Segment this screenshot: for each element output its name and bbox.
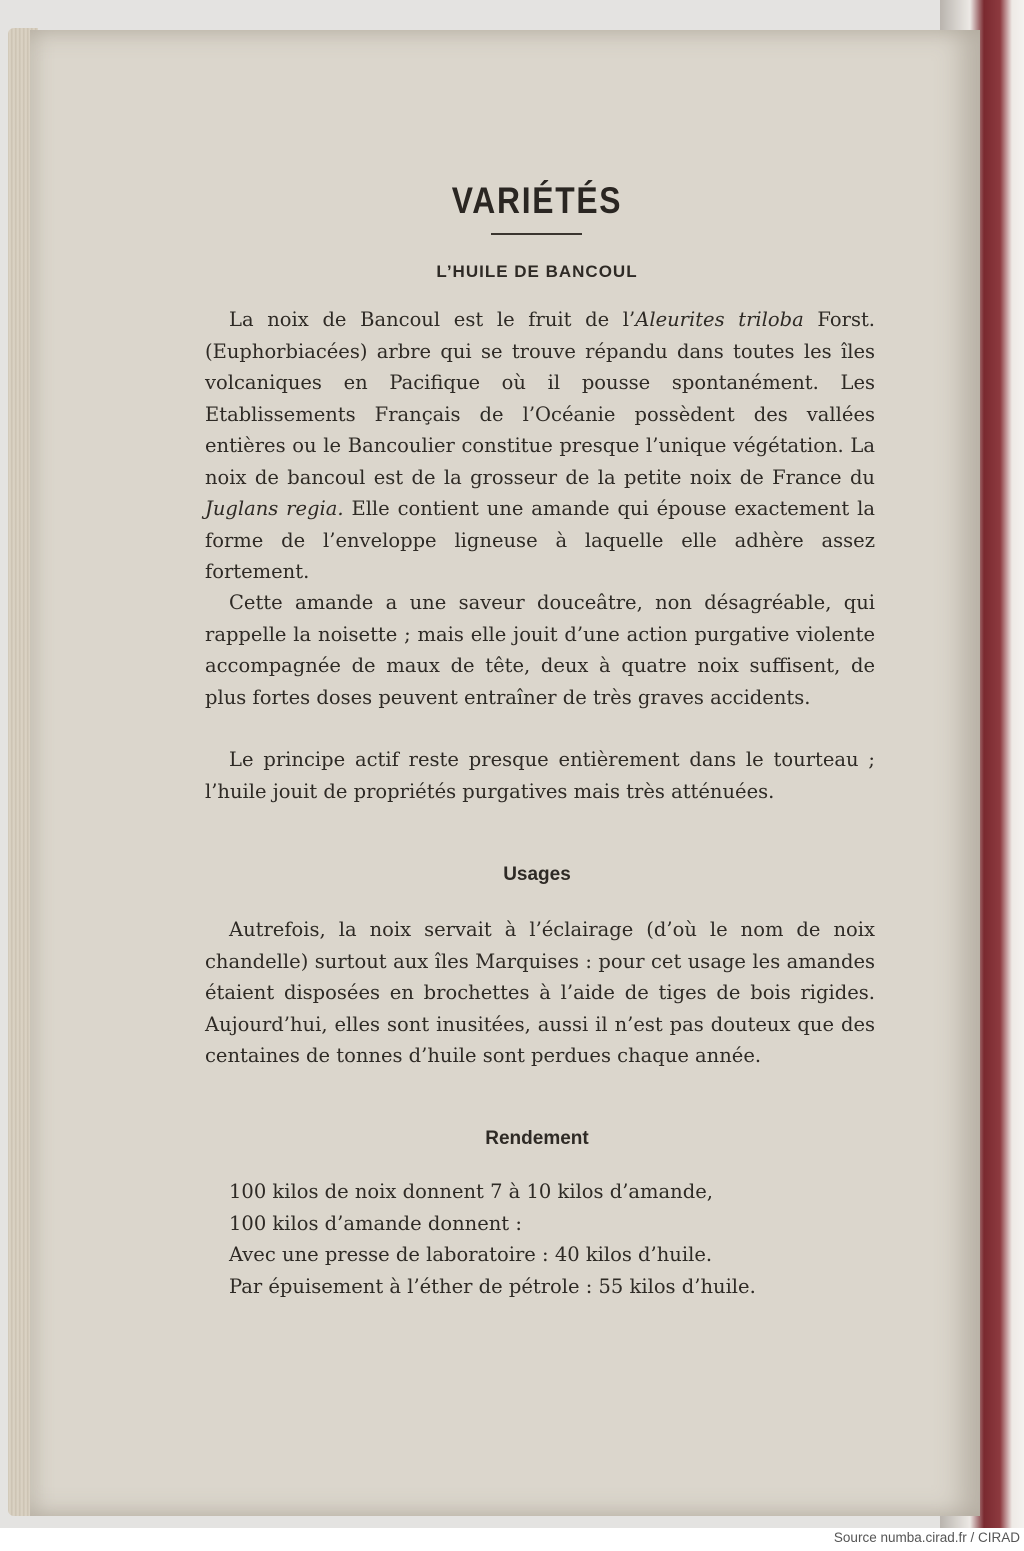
paragraph-2: Cette amande a une saveur douceâtre, non désagréable, qui rappelle la noisette ; mais elle jouit d’une action purgative violente accompagnée de maux de tête, deux à quatre noix suffisent, de plus fortes doses peuvent entraîner de très graves accidents. — [205, 591, 875, 709]
source-credit: Source numba.cirad.fr / CIRAD — [833, 1530, 1020, 1545]
usages-heading: Usages — [503, 864, 571, 885]
rendement-line: Avec une presse de laboratoire : 40 kilos d’huile. — [229, 1243, 713, 1266]
title-rule — [491, 233, 582, 235]
rendement-line: Par épuisement à l’éther de pétrole : 55 kilos d’huile. — [229, 1274, 756, 1298]
usages-paragraph: Autrefois, la noix servait à l’éclairage (d’où le nom de noix chandelle) surtout aux îles Marquises : pour cet usage les amandes étaient disposées en brochettes à l’aide de tiges de bois rigides. Aujourd’hui, elles sont inusitées, aussi il n’est pas douteux que des centaines de tonnes d’huile sont perdues chaque année. — [205, 918, 875, 1067]
page-title: VARIÉTÉS — [451, 180, 623, 221]
paragraph-1: La noix de Bancoul est le fruit de l’Aleurites triloba Forst. (Euphorbiacées) arbre qui se trouve répandu dans toutes les îles volcaniques en Pacifique où il pousse spontanément. Les Etablissements Français de l’Océanie possèdent des vallées entières ou le Bancoulier constitue presque l’unique végétation. La noix de bancoul est de la grosseur de la petite noix de France du Juglans regia. Elle contient une amande qui épouse exactement la forme de l’enveloppe ligneuse à laquelle elle adhère assez fortement. — [205, 308, 876, 583]
paragraph-3: Le principe actif reste presque entièrement dans le tourteau ; l’huile jouit de propriétés purgatives mais très atténuées. — [205, 748, 875, 803]
article-subtitle: L’HUILE DE BANCOUL — [436, 262, 638, 281]
rendement-line: 100 kilos d’amande donnent : — [229, 1211, 522, 1235]
rendement-heading: Rendement — [485, 1128, 589, 1149]
rendement-list — [229, 1176, 889, 1302]
rendement-line: 100 kilos de noix donnent 7 à 10 kilos d’amande, — [229, 1180, 713, 1203]
